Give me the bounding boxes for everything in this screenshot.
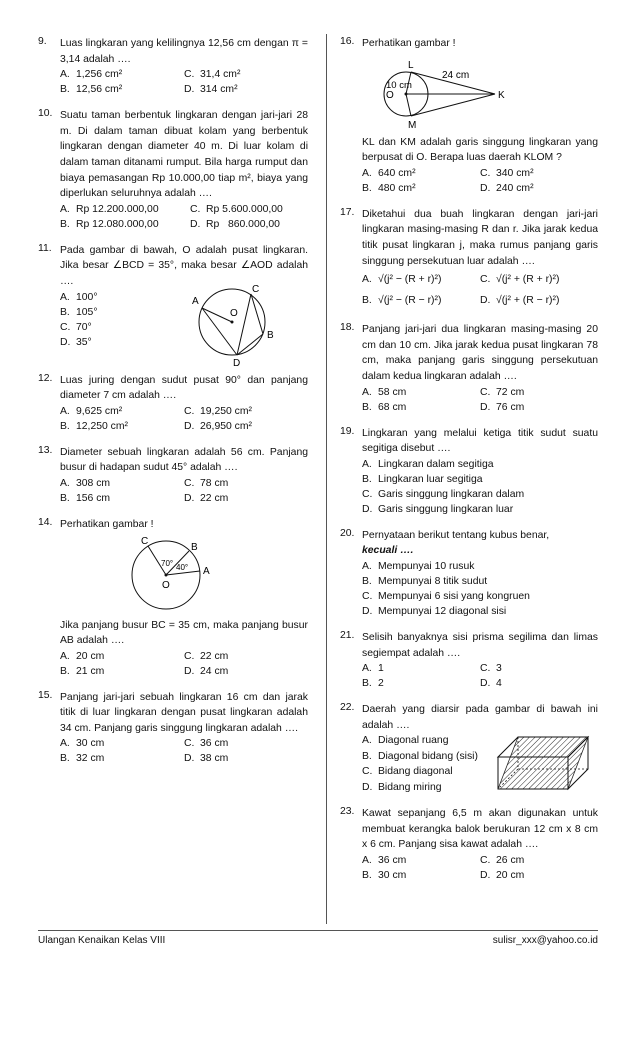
question-number: 18. [340,322,355,334]
circle-figure-q14 [38,533,308,615]
question-15 [38,690,308,767]
column-divider [326,34,327,924]
distance-label: 24 cm [442,69,470,81]
label-l: L [408,59,414,71]
option-c[interactable]: C. 72 cm [480,386,525,398]
label-a: A [192,295,199,307]
left-column [38,36,308,777]
question-13 [38,445,308,506]
question-stem: Perhatikan gambar ! [362,38,456,49]
option-c[interactable]: C. 70° [60,321,92,333]
question-22 [340,702,598,795]
question-16 [340,36,598,196]
question-stem: Pernyataan berikut tentang kubus benar, [362,529,550,541]
question-number: 9. [38,36,47,47]
question-stem: Luas lingkaran yang kelilingnya 12,56 cm dengan π = 3,14 adalah …. [60,38,308,65]
label-c: C [252,283,260,295]
option-a[interactable]: A. √(j² − (R + r)²) [362,274,442,286]
question-stem: Diameter sebuah lingkaran adalah 56 cm. Panjang busur di hadapan sudut 45° adalah …. [60,446,308,474]
question-stem: Suatu taman berbentuk lingkaran dengan jari-jari 28 m. Di dalam taman dibuat kolam yang berbentuk lingkaran dengan diameter 40 m. Di luar kolam di dalam taman ditanami rumput. Bila harga rumput dan biaya pemasangan Rp 10.000,00 tiap m², biaya yang diperlukan seluruhnya adalah …. [60,110,308,200]
option-a[interactable]: A. 308 cm [60,477,111,489]
question-number: 11. [38,242,52,254]
option-b[interactable]: B. Mempunyai 8 titik sudut [362,575,488,587]
question-number: 10. [38,108,53,120]
question-number: 14. [38,516,53,528]
option-a[interactable]: A. 1,256 cm² [60,69,123,81]
option-b[interactable]: B. 32 cm [60,753,105,765]
option-c[interactable]: C. 3 [480,663,502,675]
label-o: O [386,89,394,101]
footer-email: sulisr_xxx@yahoo.co.id [492,935,598,946]
label-k: K [498,89,505,101]
cuboid-figure-q22 [488,733,598,795]
question-number: 23. [340,806,355,818]
label-c: C [141,535,149,547]
angle-40: 40° [176,562,189,572]
option-a[interactable]: A. Mempunyai 10 rusuk [362,560,475,572]
label-b: B [267,329,274,341]
option-b[interactable]: B. 2 [362,678,384,690]
option-d[interactable]: D. 4 [480,678,502,690]
option-a[interactable]: A. Diagonal ruang [362,735,449,747]
option-a[interactable]: A. 640 cm² [362,167,416,179]
question-stem: Luas juring dengan sudut pusat 90° dan panjang diameter 7 cm adalah …. [60,374,308,402]
label-a: A [203,565,210,577]
label-m: M [408,119,417,131]
option-a[interactable]: A. 20 cm [60,650,105,662]
option-c[interactable]: C. 22 cm [184,650,229,662]
label-o: O [230,307,238,319]
question-9 [38,36,308,97]
question-18 [340,322,598,414]
option-c[interactable]: C. 19,250 cm² [184,405,252,417]
option-a[interactable]: A. 1 [362,663,384,675]
option-c[interactable]: C. 340 cm² [480,167,534,179]
label-b: B [191,541,198,553]
option-c[interactable]: C. √(j² + (R + r)²) [480,274,560,286]
question-stem: Panjang jari-jari dua lingkaran masing-masing 20 cm dan 10 cm. Jika jarak kedua pusat lingkaran 78 cm, maka panjang garis singgung persekutuan dalam kedua lingkaran adalah …. [362,324,598,382]
option-c[interactable]: C. Rp 5.600.000,00 [190,203,283,215]
option-b[interactable]: B. 105° [60,306,98,318]
option-a[interactable]: A. 100° [60,291,98,303]
option-c[interactable]: C. Garis singgung lingkaran dalam [362,488,525,500]
question-stem: Diketahui dua buah lingkaran dengan jari-jari lingkaran masing-masing R dan r. Jika jarak kedua titik pusat lingkaran j, maka rumus panjang garis singgung persekutuan luar adalah …. [362,208,598,267]
option-c[interactable]: C. 36 cm [184,738,229,750]
option-a[interactable]: A. 58 cm [362,386,407,398]
question-stem-2: KL dan KM adalah garis singgung lingkaran yang berpusat di O. Berapa luas daerah KLOM ? [362,136,598,164]
label-o: O [162,579,170,591]
question-stem: Daerah yang diarsir pada gambar di bawah ini adalah …. [362,704,598,731]
question-number: 21. [340,629,355,641]
option-c[interactable]: C. Bidang diagonal [362,766,453,778]
question-stem: Pada gambar di bawah, O adalah pusat lingkaran. Jika besar ∠BCD = 35°, maka besar ∠AOD adalah …. [60,244,308,287]
question-12 [38,373,308,434]
option-b[interactable]: B. 156 cm [60,492,111,504]
option-d[interactable]: D. 38 cm [184,753,229,765]
option-d[interactable]: D. 35° [60,336,92,348]
option-b[interactable]: B. 21 cm [60,665,105,677]
question-stem: Selisih banyaknya sisi prisma segilima dan limas segiempat adalah …. [362,631,598,659]
option-b[interactable]: B. √(j² − (R − r)²) [362,295,442,307]
option-d[interactable]: D. Garis singgung lingkaran luar [362,503,514,515]
option-b[interactable]: B. 68 cm [362,401,407,413]
option-b[interactable]: B. Rp 12.080.000,00 [60,218,159,230]
option-a[interactable]: A. 36 cm [362,855,407,867]
question-number: 20. [340,527,355,539]
angle-70: 70° [161,558,174,568]
option-d[interactable]: D. √(j² + (R − r)²) [480,295,560,307]
tangent-figure-q16 [340,52,598,132]
question-number: 12. [38,372,53,384]
option-c[interactable]: C. Mempunyai 6 sisi yang kongruen [362,590,530,602]
question-number: 13. [38,444,53,456]
option-b[interactable]: B. 12,250 cm² [60,420,128,432]
option-d[interactable]: D. 314 cm² [184,84,238,96]
label-d: D [233,357,241,369]
question-stem-2: Jika panjang busur BC = 35 cm, maka panjang busur AB adalah …. [60,619,308,647]
question-10 [38,108,308,232]
option-d[interactable]: D. Mempunyai 12 diagonal sisi [362,605,507,617]
question-stem: Panjang jari-jari sebuah lingkaran 16 cm dan jarak titik di luar lingkaran dengan pusat lingkaran adalah 34 cm. Panjang garis singgung lingkaran adalah …. [60,691,308,734]
option-c[interactable]: C. 31,4 cm² [184,69,241,81]
question-21 [340,630,598,691]
option-d[interactable]: D. Bidang miring [362,781,442,793]
exception-word: kecuali …. [362,545,414,557]
option-d[interactable]: D. 20 cm [480,870,525,882]
option-b[interactable]: B. 30 cm [362,870,407,882]
question-stem: Lingkaran yang melalui ketiga titik sudut suatu segitiga disebut …. [362,427,598,455]
option-b[interactable]: B. Diagonal bidang (sisi) [362,750,478,762]
question-number: 22. [340,702,355,714]
question-number: 17. [340,206,355,218]
option-d[interactable]: D. 240 cm² [480,182,534,194]
page-footer [38,930,598,946]
option-b[interactable]: B. 480 cm² [362,182,416,194]
option-a[interactable]: A. 9,625 cm² [60,405,123,417]
question-17 [340,207,598,311]
option-b[interactable]: B. 12,56 cm² [60,84,123,96]
option-d[interactable]: D. 26,950 cm² [184,420,252,432]
radius-label: 10 cm [386,79,412,91]
option-d[interactable]: D. 22 cm [184,492,229,504]
question-23 [340,806,598,883]
footer-title: Ulangan Kenaikan Kelas VIII [38,935,166,946]
question-number: 16. [340,36,355,47]
option-a[interactable]: A. Lingkaran dalam segitiga [362,458,494,470]
question-20 [340,528,598,619]
option-d[interactable]: D. Rp 860.000,00 [190,218,280,230]
question-11 [38,242,308,369]
circle-figure-q11 [180,282,290,369]
option-d[interactable]: D. 76 cm [480,401,525,413]
option-d[interactable]: D. 24 cm [184,665,229,677]
question-19 [340,426,598,517]
question-stem: Kawat sepanjang 6,5 m akan digunakan untuk membuat kerangka balok berukuran 12 cm x 8 cm x 6 cm. Panjang sisa kawat adalah …. [362,808,598,851]
question-number: 19. [340,425,355,437]
question-stem: Perhatikan gambar ! [60,518,154,530]
option-c[interactable]: C. 26 cm [480,855,525,867]
option-a[interactable]: A. 30 cm [60,738,105,750]
option-b[interactable]: B. Lingkaran luar segitiga [362,473,483,485]
question-number: 15. [38,689,53,701]
right-column [340,36,598,894]
option-a[interactable]: A. Rp 12.200.000,00 [60,203,159,215]
question-14 [38,517,308,679]
option-c[interactable]: C. 78 cm [184,477,229,489]
